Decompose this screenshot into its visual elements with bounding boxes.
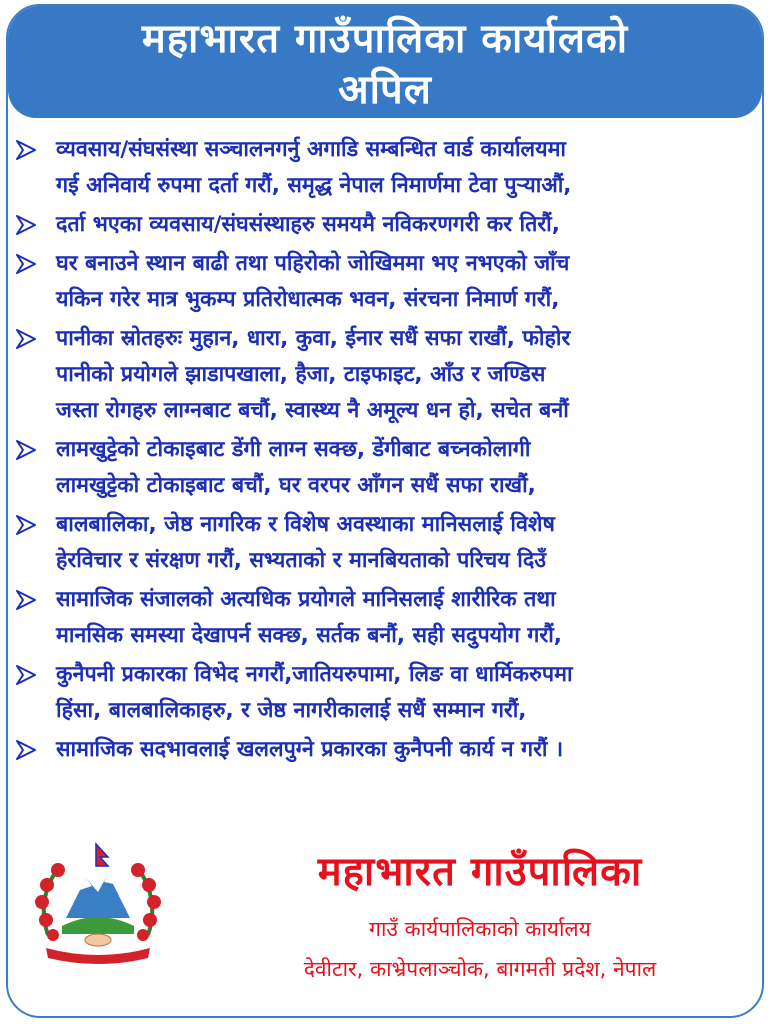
arrow-bullet-icon [14, 738, 38, 762]
header-banner [8, 6, 762, 118]
arrow-bullet-icon [14, 663, 38, 687]
list-item [10, 246, 754, 318]
appeal-text-line: दर्ता भएका व्यवसाय/संघसंस्थाहरु समयमै नविकरणगरी कर तिरौं, [56, 212, 560, 237]
appeal-text-line: हेरविचार र संरक्षण गरौं, सभ्यताको र मानबियताको परिचय दिउँ [56, 548, 547, 573]
arrow-bullet-icon [14, 327, 38, 351]
arrow-bullet-icon [14, 588, 38, 612]
list-item [10, 432, 754, 504]
arrow-bullet-icon [14, 138, 38, 162]
appeal-text-line: जस्ता रोगहरु लाग्नबाट बचौं, स्वास्थ्य नै अमूल्य धन हो, सचेत बनौं [56, 398, 569, 423]
list-item [10, 732, 754, 768]
nepal-emblem-icon [28, 840, 168, 970]
list-item [10, 207, 754, 243]
list-item [10, 657, 754, 729]
list-item [10, 582, 754, 654]
footer-title: महाभारत गाउँपालिका [317, 849, 643, 895]
appeal-text-line: हिंसा, बालबालिकाहरु, र जेष्ठ नागरीकालाई सधैं सम्मान गरौं, [56, 698, 527, 723]
arrow-bullet-icon [14, 513, 38, 537]
list-item [10, 507, 754, 579]
appeal-text-line: पानीको प्रयोगले झाडापखाला, हैजा, टाइफाइट, आँउ र जण्डिस [56, 362, 546, 387]
appeal-text-line: यकिन गरेर मात्र भुकम्प प्रतिरोधात्मक भवन, संरचना निमार्ण गरौं, [56, 287, 560, 312]
appeal-text-line: पानीका स्रोतहरुः मुहान, धारा, कुवा, ईनार सधैं सफा राखौं, फोहोर [56, 326, 571, 351]
appeal-list [10, 132, 754, 771]
footer-address: देवीटार, काभ्रेपलाञ्चोक, बागमती प्रदेश, नेपाल [303, 957, 657, 981]
appeal-text-line: सामाजिक संजालको अत्यधिक प्रयोगले मानिसलाई शारीरिक तथा [56, 587, 556, 612]
arrow-bullet-icon [14, 252, 38, 276]
appeal-text-line: बालबालिका, जेष्ठ नागरिक र विशेष अवस्थाका मानिसलाई विशेष [56, 512, 555, 537]
appeal-text-line: लामखुट्टेको टोकाइबाट डेंगी लाग्न सक्छ, डेंगीबाट बच्नकोलागी [56, 437, 531, 462]
appeal-text-line: मानसिक समस्या देखापर्न सक्छ, सर्तक बनौं, सही सदुपयोग गरौं, [56, 623, 562, 648]
flag-icon [96, 844, 108, 866]
appeal-text-line: व्यवसाय/संघसंस्था सञ्चालनगर्नु अगाडि सम्बन्धित वार्ड कार्यालयमा [56, 137, 567, 162]
ribbon [46, 948, 150, 964]
list-item [10, 132, 754, 204]
appeal-text-line: लामखुट्टेको टोकाइबाट बचौं, घर वरपर आँगन सधैं सफा राखौं, [56, 473, 536, 498]
arrow-bullet-icon [14, 213, 38, 237]
page-title-line1: महाभारत गाउँपालिका कार्यालको [141, 16, 629, 62]
list-item [10, 321, 754, 429]
mountain-icon [66, 874, 130, 918]
footer-office: गाउँ कार्यपालिकाको कार्यालय [369, 917, 591, 941]
appeal-text-line: सामाजिक सदभावलाई खललपुग्ने प्रकारका कुनैपनी कार्य न गरौं । [56, 737, 564, 762]
handshake-icon [85, 934, 111, 946]
appeal-text-line: कुनैपनी प्रकारका विभेद नगरौं,जातियरुपामा, लिङ वा धार्मिकरुपमा [56, 662, 573, 687]
arrow-bullet-icon [14, 438, 38, 462]
page-title-line2: अपिल [338, 67, 432, 113]
appeal-text-line: घर बनाउने स्थान बाढी तथा पहिरोको जोखिममा भए नभएको जाँच [56, 251, 570, 276]
appeal-text-line: गई अनिवार्य रुपमा दर्ता गरौं, समृद्ध नेपाल निमार्णमा टेवा पुऱ्याऔं, [56, 173, 572, 198]
